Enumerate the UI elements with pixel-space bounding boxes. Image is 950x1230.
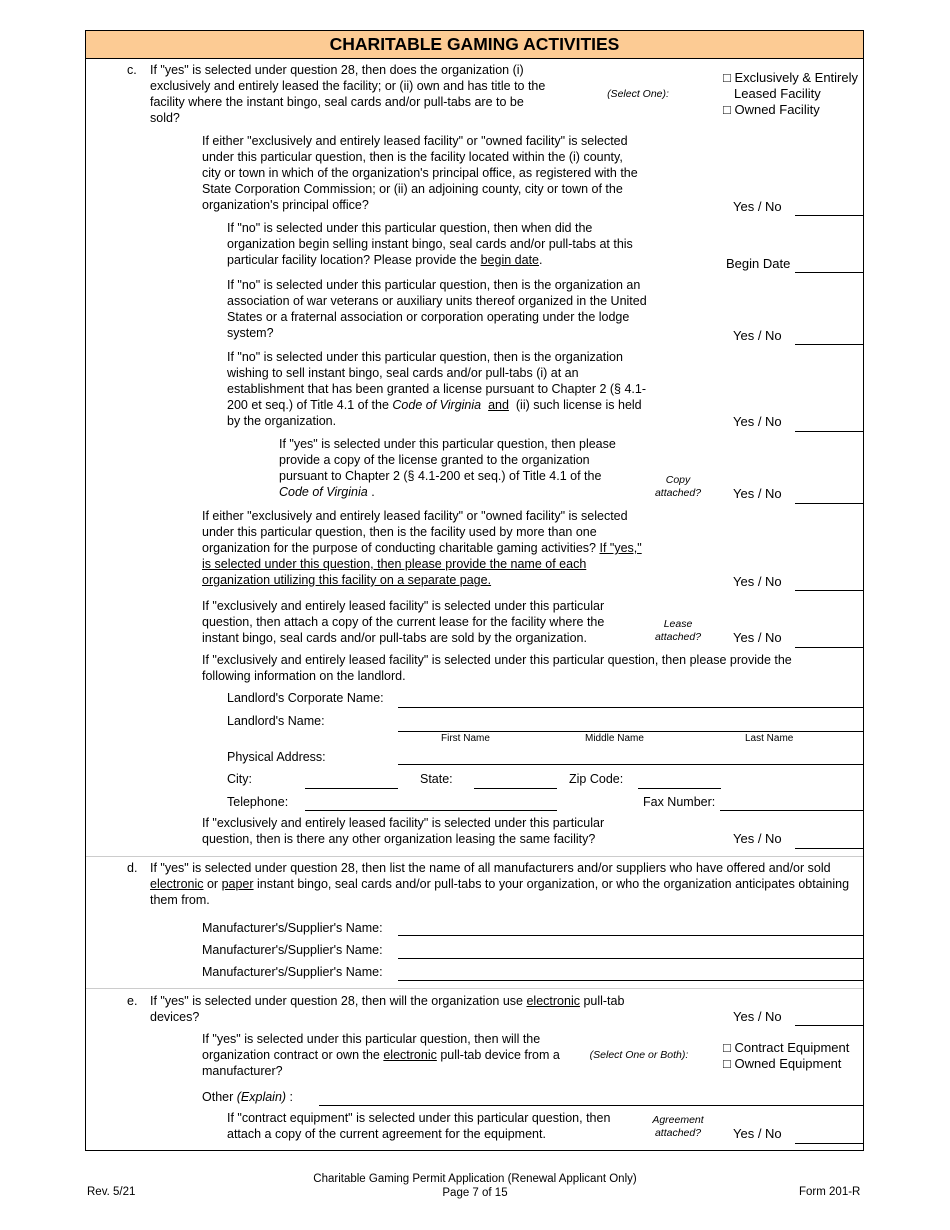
- begin-date-label: Begin Date: [726, 256, 791, 271]
- question-c-veterans: If "no" is selected under this particular question, then is the organization an association of war veterans or auxiliary units thereof organized in the United States or a fraternal association or corporation operating under the lodge system?: [227, 278, 647, 340]
- question-c-landlord: If "exclusively and entirely leased facility" is selected under this particular question, then please provide the following information on the landlord.: [202, 653, 792, 683]
- manufacturer-name-field-2[interactable]: [398, 958, 863, 959]
- option-owned-facility[interactable]: □ Owned Facility: [723, 102, 820, 117]
- middle-name-caption: Middle Name: [585, 733, 644, 744]
- question-c: If "yes" is selected under question 28, then does the organization (i) exclusively and entirely leased the facility; or (ii) own and has title to the facility where the instant bingo, seal cards and/or pull-tabs are to be sold?: [150, 63, 546, 125]
- question-d: If "yes" is selected under question 28, then list the name of all manufacturers and/or suppliers who have offered and/or sold electronic or paper instant bingo, seal cards and/or pull-tabs to your organization, or who the organization anticipates obtaining them from.: [150, 861, 850, 907]
- other-explain-field[interactable]: [319, 1105, 863, 1106]
- landlord-name-field[interactable]: [398, 731, 863, 732]
- yes-no-label: Yes / No: [733, 414, 782, 429]
- select-one-note: (Select One):: [607, 88, 669, 100]
- fax-number-field[interactable]: [720, 810, 863, 811]
- yes-no-label: Yes / No: [733, 199, 782, 214]
- first-name-caption: First Name: [441, 733, 490, 744]
- question-c-lease: If "exclusively and entirely leased facility" is selected under this particular question, then attach a copy of the current lease for the facility where the instant bingo, seal cards and/or pull-tabs are sold by the organization.: [202, 599, 605, 645]
- agreement-attached-note: Agreement attached?: [652, 1114, 704, 1139]
- zip-code-label: Zip Code:: [569, 772, 624, 786]
- answer-line-veterans[interactable]: [795, 344, 863, 345]
- answer-line-lease[interactable]: [795, 647, 863, 648]
- question-c-location: If either "exclusively and entirely leased facility" or "owned facility" is selected under this particular question, then is the facility located within the (i) county, city or town in which of the organization's principal office, as registered with the State Corporation Commission; or (ii) an adjoining county, city or town of the organization's principal office?: [202, 134, 638, 212]
- lease-attached-note: Lease attached?: [654, 618, 702, 643]
- question-c-other-lessee: If "exclusively and entirely leased facility" is selected under this particular question, then is there any other organization leasing the same facility?: [202, 816, 605, 846]
- answer-line-location[interactable]: [795, 215, 863, 216]
- answer-line-other-lessee[interactable]: [795, 848, 863, 849]
- telephone-label: Telephone:: [227, 795, 289, 809]
- footer-application-name: Charitable Gaming Permit Application (Renewal Applicant Only): [313, 1173, 637, 1185]
- option-contract-equipment[interactable]: □ Contract Equipment: [723, 1040, 850, 1055]
- yes-no-label: Yes / No: [733, 328, 782, 343]
- physical-address-field[interactable]: [398, 764, 863, 765]
- section-divider: [86, 988, 863, 989]
- city-field[interactable]: [305, 788, 398, 789]
- city-label: City:: [227, 772, 252, 786]
- question-c-shared-facility: If either "exclusively and entirely leased facility" or "owned facility" is selected under this particular question, then is the facility used by more than one organization for the purpose of conducting charitable gaming activities? If "yes," is selected under this question, then please provide the name of each organization utilizing this facility on a separate page.: [202, 509, 642, 587]
- telephone-field[interactable]: [305, 810, 557, 811]
- question-c-begin-date: If "no" is selected under this particular question, then when did the organization begin selling instant bingo, seal cards and/or pull-tabs at this particular facility location? Please provide the begin date.: [227, 221, 633, 267]
- copy-attached-note: Copy attached?: [654, 474, 702, 499]
- item-label-d: d.: [127, 861, 138, 875]
- zip-code-field[interactable]: [638, 788, 721, 789]
- question-c-license: If "no" is selected under this particular question, then is the organization wishing to sell instant bingo, seal cards and/or pull-tabs (i) at an establishment that has been granted a license pursuant to Chapter 2 (§ 4.1-200 et seq.) of Title 4.1 of the Code of Virginia and (ii) such license is held by the organization.: [227, 350, 647, 428]
- item-label-e: e.: [127, 994, 138, 1008]
- manufacturer-name-field-3[interactable]: [398, 980, 863, 981]
- answer-line-shared[interactable]: [795, 590, 863, 591]
- yes-no-label: Yes / No: [733, 1126, 782, 1141]
- question-e-agreement: If "contract equipment" is selected under this particular question, then attach a copy of the current agreement for the equipment.: [227, 1111, 611, 1141]
- yes-no-label: Yes / No: [733, 574, 782, 589]
- option-leased-facility[interactable]: [723, 70, 858, 102]
- landlord-name-label: Landlord's Name:: [227, 714, 325, 728]
- option-leased-line2: Leased Facility: [734, 86, 821, 101]
- manufacturer-name-label-1: Manufacturer's/Supplier's Name:: [202, 921, 383, 935]
- physical-address-label: Physical Address:: [227, 750, 326, 764]
- revision-label: Rev. 5/21: [87, 1186, 136, 1198]
- state-field[interactable]: [474, 788, 557, 789]
- footer-title: [275, 1172, 675, 1200]
- yes-no-label: Yes / No: [733, 831, 782, 846]
- fax-number-label: Fax Number:: [643, 795, 716, 809]
- other-explain-label: Other (Explain) :: [202, 1090, 294, 1104]
- answer-line-copy[interactable]: [795, 503, 863, 504]
- question-e-contract-own: If "yes" is selected under this particular question, then will the organization contract or own the electronic pull-tab device from a manufacturer?: [202, 1032, 560, 1078]
- manufacturer-name-label-2: Manufacturer's/Supplier's Name:: [202, 943, 383, 957]
- yes-no-label: Yes / No: [733, 486, 782, 501]
- select-one-or-both-note: (Select One or Both):: [589, 1049, 689, 1061]
- form-number: Form 201-R: [799, 1186, 861, 1198]
- manufacturer-name-label-3: Manufacturer's/Supplier's Name:: [202, 965, 383, 979]
- begin-date-line[interactable]: [795, 272, 863, 273]
- answer-line-electronic[interactable]: [795, 1025, 863, 1026]
- landlord-corporate-name-field[interactable]: [398, 707, 863, 708]
- last-name-caption: Last Name: [745, 733, 794, 744]
- answer-line-agreement[interactable]: [795, 1143, 863, 1144]
- item-label-c: c.: [127, 63, 137, 77]
- yes-no-label: Yes / No: [733, 630, 782, 645]
- manufacturer-name-field-1[interactable]: [398, 935, 863, 936]
- section-divider: [86, 856, 863, 857]
- answer-line-license[interactable]: [795, 431, 863, 432]
- option-owned-equipment[interactable]: □ Owned Equipment: [723, 1056, 842, 1071]
- option-leased-line1: □ Exclusively & Entirely: [723, 70, 859, 85]
- page-number: Page 7 of 15: [442, 1187, 508, 1199]
- landlord-corporate-name-label: Landlord's Corporate Name:: [227, 691, 384, 705]
- section-title: CHARITABLE GAMING ACTIVITIES: [86, 31, 863, 59]
- question-c-license-copy: If "yes" is selected under this particular question, then please provide a copy of the license granted to the organization pursuant to Chapter 2 (§ 4.1-200 et seq.) of Title 4.1 of the Code of Virginia .: [279, 437, 616, 499]
- state-label: State:: [420, 772, 453, 786]
- question-e: If "yes" is selected under question 28, then will the organization use electronic pull-tab devices?: [150, 994, 625, 1024]
- yes-no-label: Yes / No: [733, 1009, 782, 1024]
